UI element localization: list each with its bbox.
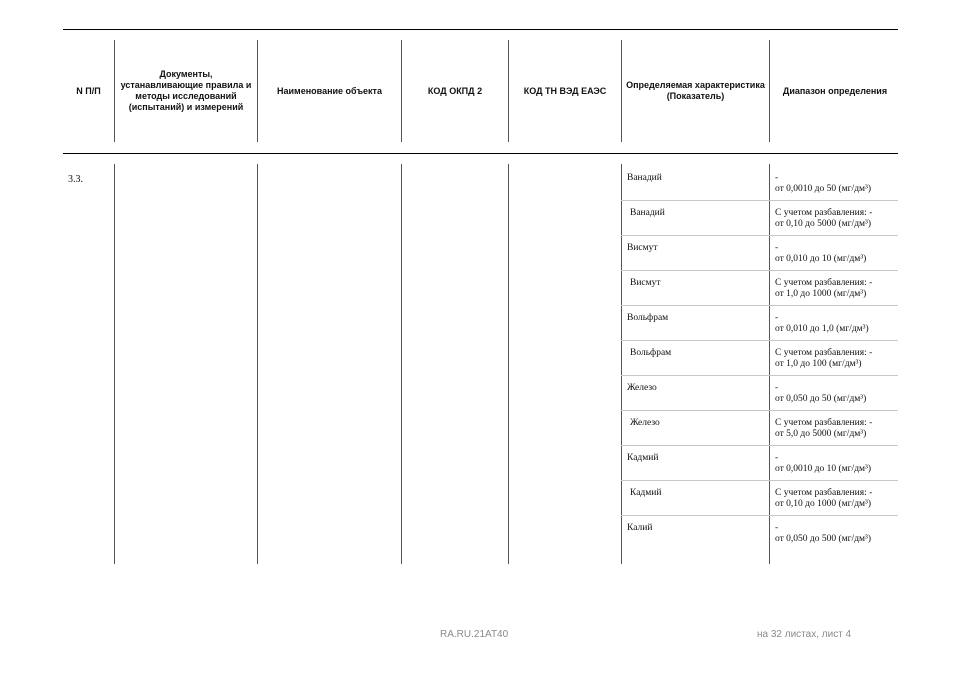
indicator-name: Вольфрам — [627, 313, 669, 323]
range-line: - — [775, 453, 779, 463]
table-row — [621, 271, 898, 306]
footer-page-count: на 32 листах, лист 4 — [757, 629, 852, 640]
header-divider — [508, 40, 509, 142]
indicator-name: Висмут — [627, 243, 658, 253]
range-line: от 0,10 до 5000 (мг/дм³) — [775, 219, 872, 229]
table-row — [621, 376, 898, 411]
range-line: - — [775, 243, 779, 253]
range-cell — [775, 348, 897, 370]
table-row — [621, 236, 898, 271]
header-cell-characteristic: Определяемая характеристика (Показатель) — [626, 80, 765, 101]
range-line: - — [775, 173, 779, 183]
header-cell-documents: Документы, устанавливающие правила и методы исследований (испытаний) и измерений — [120, 69, 252, 112]
header-cell-number: N П/П — [76, 85, 101, 96]
range-line: С учетом разбавления: - — [775, 348, 873, 358]
range-line: от 0,0010 до 10 (мг/дм³) — [775, 464, 872, 474]
range-cell — [775, 208, 897, 230]
body-divider — [114, 164, 115, 564]
range-line: от 1,0 до 100 (мг/дм³) — [775, 359, 862, 369]
indicator-name: Вольфрам — [630, 348, 672, 358]
header-cell-okpd2: КОД ОКПД 2 — [427, 85, 483, 96]
indicator-name: Железо — [630, 418, 660, 428]
indicator-name: Ванадий — [627, 173, 662, 183]
indicator-name: Кадмий — [630, 488, 662, 498]
range-line: от 0,050 до 500 (мг/дм³) — [775, 534, 872, 544]
range-line: - — [775, 523, 779, 533]
range-line: С учетом разбавления: - — [775, 278, 873, 288]
range-line: от 0,0010 до 50 (мг/дм³) — [775, 184, 872, 194]
range-cell — [775, 278, 897, 300]
row-number: 3.3. — [68, 174, 83, 185]
indicator-name: Калий — [627, 523, 653, 533]
range-cell — [775, 313, 897, 335]
table-row — [621, 166, 898, 201]
range-line: С учетом разбавления: - — [775, 418, 873, 428]
range-line: от 1,0 до 1000 (мг/дм³) — [775, 289, 867, 299]
body-divider — [257, 164, 258, 564]
indicator-name: Ванадий — [630, 208, 665, 218]
table-row — [621, 411, 898, 446]
range-line: от 0,010 до 10 (мг/дм³) — [775, 254, 867, 264]
range-line: С учетом разбавления: - — [775, 488, 873, 498]
table-row — [621, 201, 898, 236]
range-line: от 5,0 до 5000 (мг/дм³) — [775, 429, 867, 439]
header-cell-object-name: Наименование объекта — [277, 85, 382, 96]
table-row — [621, 516, 898, 556]
header-bottom-border — [63, 153, 898, 154]
indicator-name: Висмут — [630, 278, 661, 288]
table-row — [621, 341, 898, 376]
header-divider — [114, 40, 115, 142]
range-cell — [775, 488, 897, 510]
range-line: от 0,010 до 1,0 (мг/дм³) — [775, 324, 869, 334]
table-top-border — [63, 29, 898, 30]
range-cell — [775, 418, 897, 440]
body-divider — [508, 164, 509, 564]
range-line: - — [775, 383, 779, 393]
range-line: С учетом разбавления: - — [775, 208, 873, 218]
header-cell-tn-ved: КОД ТН ВЭД ЕАЭС — [523, 85, 607, 96]
indicator-name: Железо — [627, 383, 657, 393]
indicator-rows — [621, 166, 898, 556]
indicator-name: Кадмий — [627, 453, 659, 463]
table-row — [621, 446, 898, 481]
header-divider — [401, 40, 402, 142]
header-divider — [257, 40, 258, 142]
range-line: от 0,050 до 50 (мг/дм³) — [775, 394, 867, 404]
table-row — [621, 306, 898, 341]
range-cell — [775, 173, 897, 195]
footer-doc-code: RA.RU.21AT40 — [440, 629, 509, 640]
header-cell-range: Диапазон определения — [782, 85, 888, 96]
range-cell — [775, 453, 897, 475]
header-divider — [769, 40, 770, 142]
table-row — [621, 481, 898, 516]
header-divider — [621, 40, 622, 142]
range-cell — [775, 243, 897, 265]
range-cell — [775, 383, 897, 405]
range-line: - — [775, 313, 779, 323]
body-divider — [401, 164, 402, 564]
range-cell — [775, 523, 897, 545]
range-line: от 0,10 до 1000 (мг/дм³) — [775, 499, 872, 509]
